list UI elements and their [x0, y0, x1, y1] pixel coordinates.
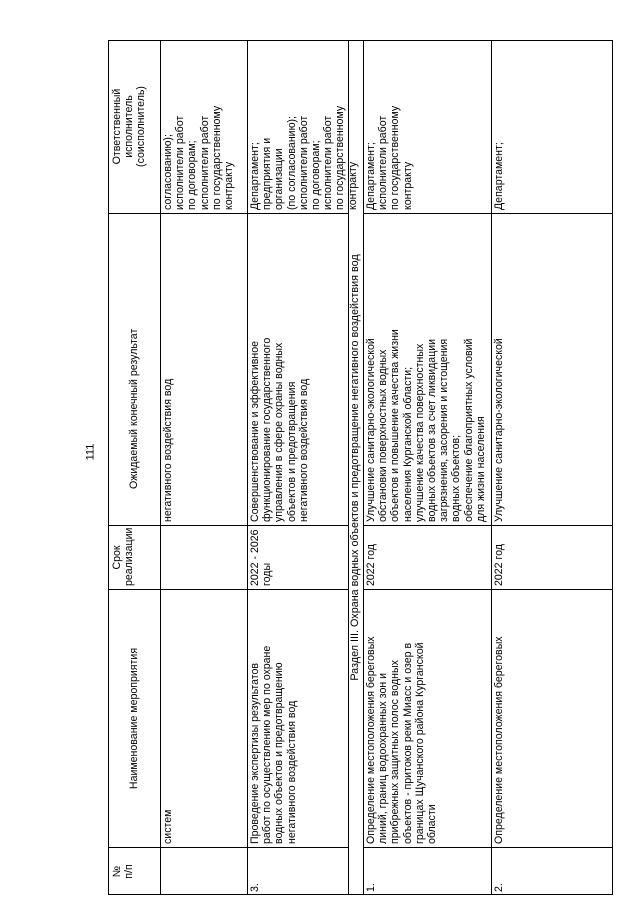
- cell-name: Определение местоположения береговых: [492, 589, 613, 847]
- cell-num: 3.: [248, 847, 348, 895]
- measures-table-container: [108, 40, 613, 895]
- section-header-row: [349, 40, 363, 895]
- header-name-text: Наименование мероприятия: [127, 647, 140, 790]
- cell-num: 1.: [364, 847, 491, 895]
- cell-result: Улучшение санитарно-экологической: [492, 213, 613, 525]
- cell-resp: согласованию); исполнители работ по договорам; исполнители работ по государственному контракту: [162, 105, 236, 210]
- cell-resp: Департамент; предприятия и организации (по согласованию); исполнители работ по договорам; исполнители работ по государственному контракту: [249, 105, 359, 210]
- header-name: [108, 589, 160, 847]
- cell-term: 2022 год: [364, 525, 491, 589]
- cell-num: 2.: [492, 847, 613, 895]
- cell-name: Определение местоположения береговых линий, границ водоохранных зон и прибрежных защитных полос водных объектов - притоков реки Миасс и озер в границах Щучанского района Курганской области: [364, 589, 491, 847]
- cell-resp: Департамент; исполнители работ по государственному контракту: [365, 105, 414, 210]
- table-header-row: [108, 40, 160, 895]
- section-title: Раздел III. Охрана водных объектов и предотвращение негативного воздействия вод: [349, 254, 361, 681]
- page-number: 111: [84, 443, 97, 461]
- cell-term: [161, 525, 247, 589]
- cell-result: Улучшение санитарно-экологической обстановки поверхностных водных объектов и повышение качества жизни населения Курганской области; улучшение качества поверхностных водных объектов за счет ликвидации загрязнения, засорения и истощения водных объектов; обеспечение благоприятных условий для жизни населения: [364, 213, 491, 525]
- cell-term: 2022 год: [492, 525, 613, 589]
- cell-result: Совершенствование и эффективное функционирование государственного управления в сфере охраны водных объектов и предотвращения негативного воздействия вод: [248, 213, 348, 525]
- cell-result: негативного воздействия вод: [161, 213, 247, 525]
- header-num: № п/п: [108, 847, 160, 895]
- cell-resp: Департамент;: [493, 142, 505, 210]
- cell-num: [161, 847, 247, 895]
- table-row-2: [492, 40, 613, 895]
- table-row-continuation: [161, 40, 247, 895]
- table-row-1: [364, 40, 491, 895]
- cell-term: 2022 - 2026 годы: [248, 525, 348, 589]
- header-term: Срок реализации: [108, 525, 160, 589]
- cell-name: систем: [161, 589, 247, 847]
- header-result: [108, 213, 160, 525]
- measures-table: [108, 40, 613, 895]
- header-resp: Ответственный исполнитель (соисполнитель): [111, 86, 148, 167]
- header-result-text: Ожидаемый конечный результат: [127, 328, 140, 489]
- cell-name: Проведение экспертизы результатов работ по осуществлению мер по охране водных объектов и предотвращению негативного воздействия вод: [248, 589, 348, 847]
